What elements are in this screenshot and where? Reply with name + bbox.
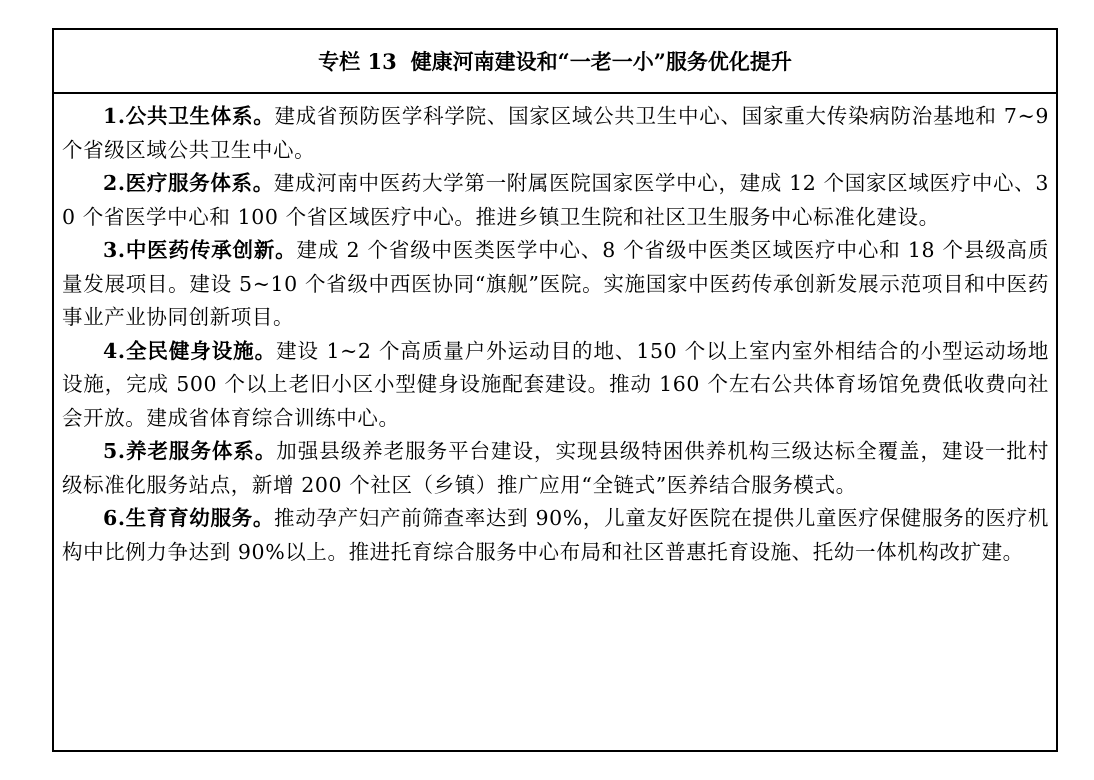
item-heading: 5.养老服务体系。	[103, 439, 277, 463]
item-elderly-care	[62, 435, 1049, 502]
column-title-text: 健康河南建设和“一老一小”服务优化提升	[410, 49, 792, 74]
item-public-health	[62, 100, 1049, 167]
item-body: 推动孕产妇产前筛查率达到 90%，儿童友好医院在提供儿童医疗保健服务的医疗机构中比例力争达到 90%以上。推进托育综合服务中心布局和社区普惠托育设施、托幼一体机构改扩建。	[62, 506, 1049, 564]
item-body: 加强县级养老服务平台建设，实现县级特困供养机构三级达标全覆盖，建设一批村级标准化服务站点，新增 200 个社区（乡镇）推广应用“全链式”医养结合服务模式。	[62, 439, 1049, 497]
item-body: 建成河南中医药大学第一附属医院国家医学中心，建成 12 个国家区域医疗中心、30 个省医学中心和 100 个省区域医疗中心。推进乡镇卫生院和社区卫生服务中心标准化建设。	[62, 171, 1049, 229]
item-fitness-facilities	[62, 335, 1049, 436]
item-heading: 6.生育育幼服务。	[103, 506, 275, 530]
item-medical-services	[62, 167, 1049, 234]
item-body: 建设 1~2 个高质量户外运动目的地、150 个以上室内室外相结合的小型运动场地设施，完成 500 个以上老旧小区小型健身设施配套建设。推动 160 个左右公共体育场馆免费低收费向社会开放。建成省体育综合训练中心。	[62, 338, 1050, 430]
item-heading: 3.中医药传承创新。	[103, 238, 297, 262]
item-heading: 1.公共卫生体系。	[103, 104, 275, 128]
item-body: 建成省预防医学科学院、国家区域公共卫生中心、国家重大传染病防治基地和 7~9 个省级区域公共卫生中心。	[62, 104, 1049, 162]
item-body: 建成 2 个省级中医类医学中心、8 个省级中医类区域医疗中心和 18 个县级高质量发展项目。建设 5~10 个省级中西医协同“旗舰”医院。实施国家中医药传承创新发展示范项目和中医药事业产业协同创新项目。	[62, 238, 1049, 329]
column-title	[54, 30, 1056, 94]
item-tcm-innovation	[62, 234, 1049, 335]
column-content	[54, 94, 1056, 569]
item-heading: 2.医疗服务体系。	[103, 171, 274, 195]
column-number: 专栏 13	[318, 49, 397, 74]
column-box	[52, 28, 1058, 752]
item-heading: 4.全民健身设施。	[103, 338, 277, 363]
item-childcare	[62, 502, 1049, 569]
